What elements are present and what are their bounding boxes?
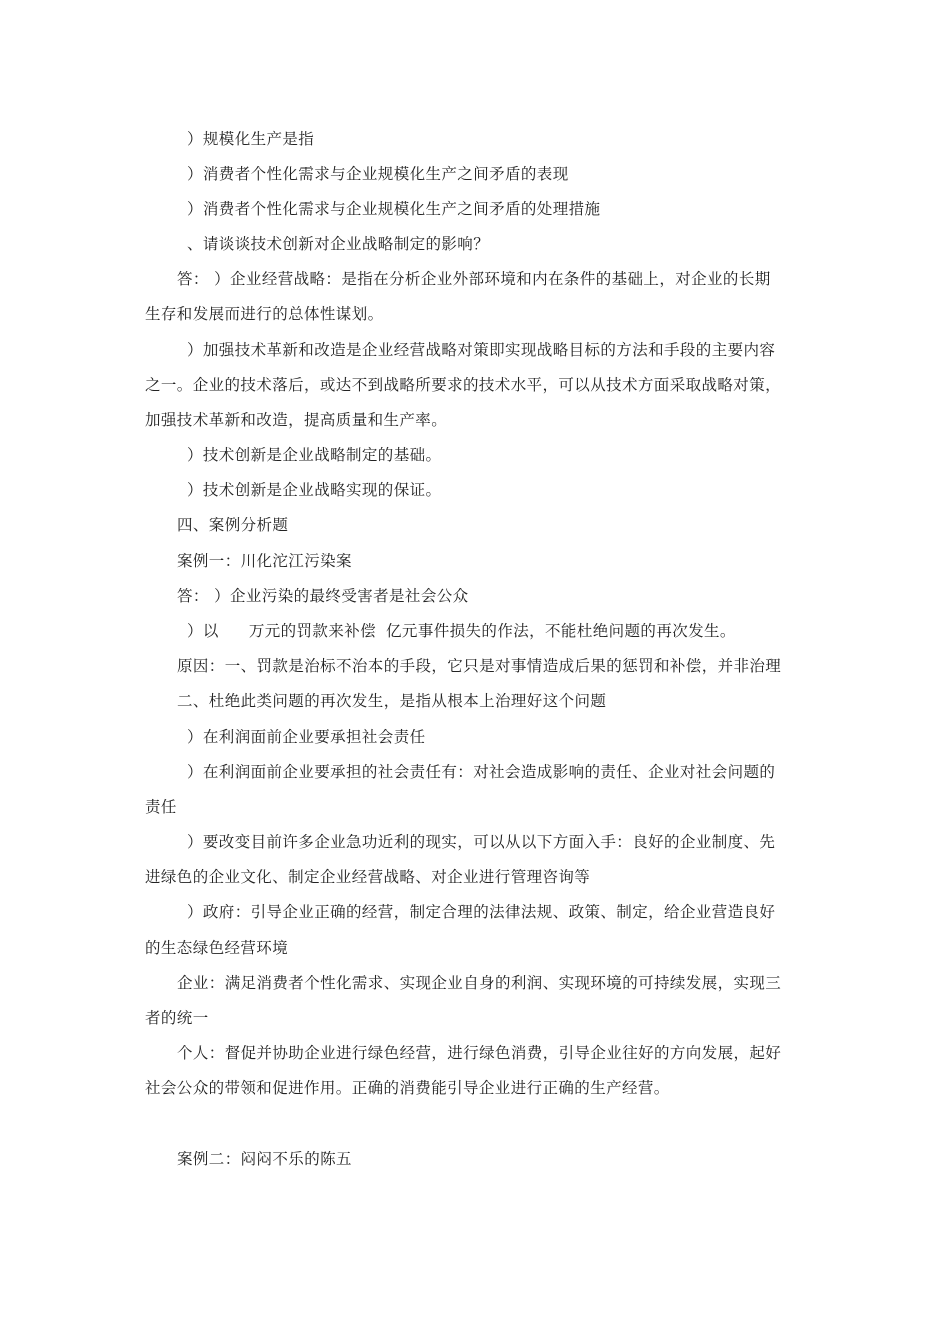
text-line: ）要改变目前许多企业急功近利的现实，可以从以下方面入手：良好的企业制度、先 <box>187 833 776 851</box>
text-line: ）消费者个性化需求与企业规模化生产之间矛盾的表现 <box>187 165 569 183</box>
text-line: 原因：一、罚款是治标不治本的手段，它只是对事情造成后果的惩罚和补偿，并非治理 <box>177 657 782 675</box>
text-line: 答： ）企业经营战略：是指在分析企业外部环境和内在条件的基础上，对企业的长期 <box>177 270 771 288</box>
text-line: ）在利润面前企业要承担的社会责任有：对社会造成影响的责任、企业对社会问题的 <box>187 763 776 781</box>
text-line: 答： ）企业污染的最终受害者是社会公众 <box>177 587 469 605</box>
section-heading: 四、案例分析题 <box>177 516 289 534</box>
text-line: 者的统一 <box>145 1009 209 1027</box>
text-line: 进绿色的企业文化、制定企业经营战略、对企业进行管理咨询等 <box>145 868 591 886</box>
text-line: 之一。企业的技术落后，或达不到战略所要求的技术水平，可以从技术方面采取战略对策， <box>145 376 782 394</box>
text-line: 二、杜绝此类问题的再次发生，是指从根本上治理好这个问题 <box>177 692 607 710</box>
text-line: ）政府：引导企业正确的经营，制定合理的法律法规、政策、制定，给企业营造良好 <box>187 903 776 921</box>
fine-line-part2: 万元的罚款来补偿 <box>248 622 377 640</box>
fine-line-part1: ）以 <box>187 622 219 640</box>
question-heading: 、请谈谈技术创新对企业战略制定的影响？ <box>187 235 490 253</box>
text-line: ）技术创新是企业战略制定的基础。 <box>187 446 442 464</box>
text-line: 加强技术革新和改造，提高质量和生产率。 <box>145 411 448 429</box>
text-line: 社会公众的带领和促进作用。正确的消费能引导企业进行正确的生产经营。 <box>145 1079 670 1097</box>
text-line: 生存和发展而进行的总体性谋划。 <box>145 305 384 323</box>
case-title: 案例一：川化沱江污染案 <box>177 552 352 570</box>
text-line: ）消费者个性化需求与企业规模化生产之间矛盾的处理措施 <box>187 200 601 218</box>
text-line: ）规模化生产是指 <box>187 130 315 148</box>
fine-line <box>187 621 736 641</box>
text-line: 企业：满足消费者个性化需求、实现企业自身的利润、实现环境的可持续发展，实现三 <box>177 974 782 992</box>
text-line: ）加强技术革新和改造是企业经营战略对策即实现战略目标的方法和手段的主要内容 <box>187 341 776 359</box>
text-line: ）技术创新是企业战略实现的保证。 <box>187 481 442 499</box>
text-line: 个人：督促并协助企业进行绿色经营，进行绿色消费，引导企业往好的方向发展，起好 <box>177 1044 782 1062</box>
case-title: 案例二：闷闷不乐的陈五 <box>177 1150 352 1168</box>
text-line: 的生态绿色经营环境 <box>145 939 289 957</box>
fine-line-part3: 亿元事件损失的作法，不能杜绝问题的再次发生。 <box>386 622 736 640</box>
text-line: 责任 <box>145 798 177 816</box>
text-line: ）在利润面前企业要承担社会责任 <box>187 728 426 746</box>
